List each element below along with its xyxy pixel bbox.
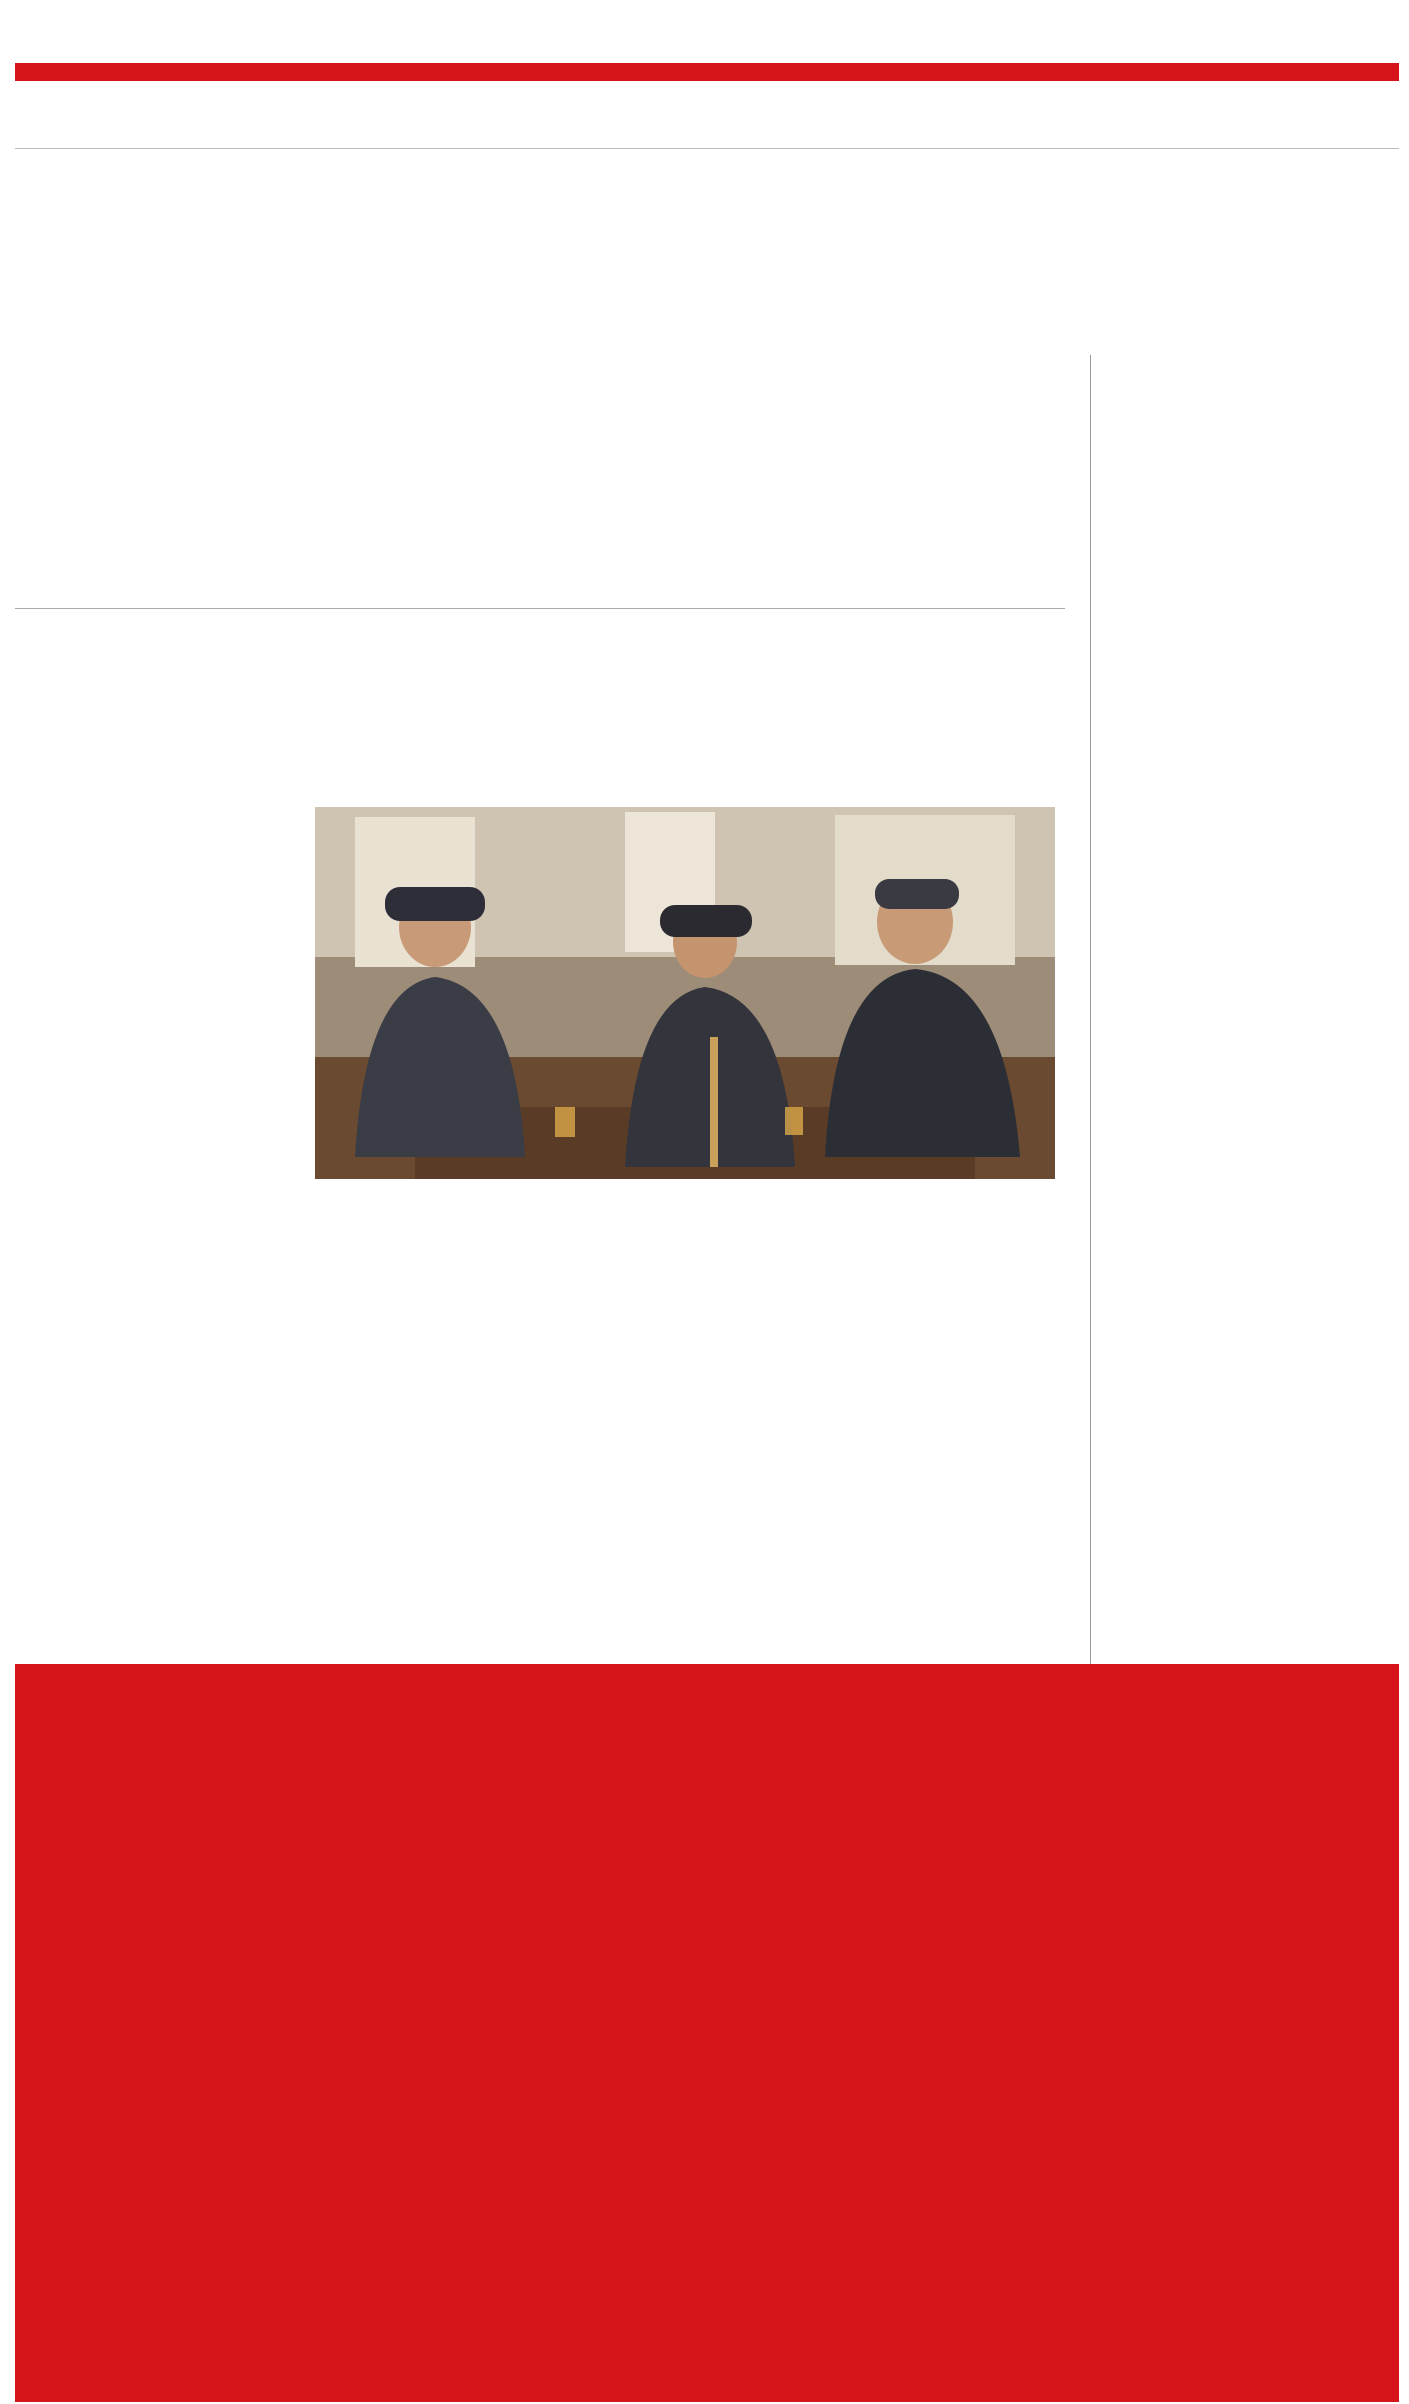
photo-three-elders [315,807,1055,1179]
subsection-bar [15,63,1399,81]
ads-block [15,1664,1399,2402]
photo-illustration [315,807,1055,1179]
rule-top [15,148,1399,149]
rule-story2 [15,608,1065,609]
